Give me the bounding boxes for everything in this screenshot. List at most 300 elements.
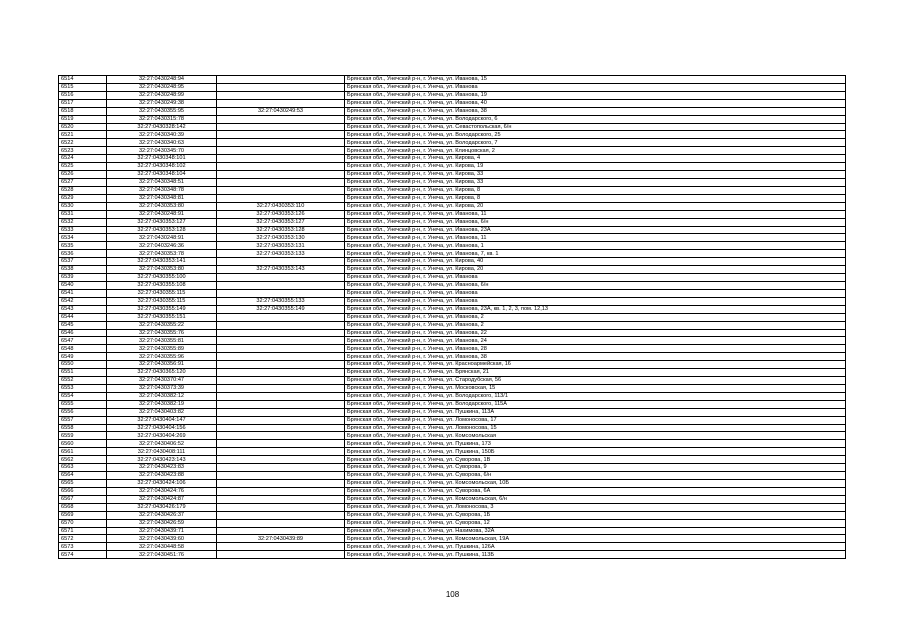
table-row xyxy=(59,456,846,464)
address-cell: Брянская обл., Унечский р-н, г. Унеча, ул. Пушкина, 113А xyxy=(345,408,846,416)
parent-cadastral-number-cell xyxy=(217,511,345,519)
table-row xyxy=(59,99,846,107)
row-number-cell: 6571 xyxy=(59,527,107,535)
address-cell: Брянская обл., Унечский р-н, г. Унеча, ул. Иванова, 1 xyxy=(345,242,846,250)
cadastral-number-cell: 32:27:0430424:76 xyxy=(107,487,217,495)
row-number-cell: 6574 xyxy=(59,551,107,559)
parent-cadastral-number-cell: 32:27:0430353:143 xyxy=(217,266,345,274)
table-row xyxy=(59,250,846,258)
row-number-cell: 6549 xyxy=(59,353,107,361)
address-cell: Брянская обл., Унечский р-н, г. Унеча, ул. Кирова, 20 xyxy=(345,266,846,274)
parent-cadastral-number-cell xyxy=(217,163,345,171)
parent-cadastral-number-cell xyxy=(217,432,345,440)
address-cell: Брянская обл., Унечский р-н, г. Унеча, ул. Иванова, 22 xyxy=(345,329,846,337)
table-row xyxy=(59,147,846,155)
parent-cadastral-number-cell: 32:27:0430353:127 xyxy=(217,218,345,226)
cadastral-number-cell: 32:27:0430451:76 xyxy=(107,551,217,559)
parent-cadastral-number-cell xyxy=(217,464,345,472)
address-cell: Брянская обл., Унечский р-н, г. Унеча, ул. Комсомольская, 10Б xyxy=(345,480,846,488)
address-cell: Брянская обл., Унечский р-н, г. Унеча, ул. Иванова xyxy=(345,83,846,91)
table-row xyxy=(59,329,846,337)
parent-cadastral-number-cell xyxy=(217,186,345,194)
row-number-cell: 6546 xyxy=(59,329,107,337)
cadastral-number-cell: 32:27:0430423:88 xyxy=(107,472,217,480)
table-row xyxy=(59,234,846,242)
parent-cadastral-number-cell xyxy=(217,147,345,155)
table-row xyxy=(59,495,846,503)
address-cell: Брянская обл., Унечский р-н, г. Унеча, ул. Володарского, 115А xyxy=(345,400,846,408)
table-row xyxy=(59,83,846,91)
address-cell: Брянская обл., Унечский р-н, г. Унеча, ул. Нахимова, 32А xyxy=(345,527,846,535)
parent-cadastral-number-cell: 32:27:0430353:126 xyxy=(217,210,345,218)
parent-cadastral-number-cell xyxy=(217,384,345,392)
row-number-cell: 6519 xyxy=(59,115,107,123)
parent-cadastral-number-cell xyxy=(217,178,345,186)
row-number-cell: 6532 xyxy=(59,218,107,226)
table-row xyxy=(59,472,846,480)
cadastral-number-cell: 32:27:0430370:47 xyxy=(107,377,217,385)
address-cell: Брянская обл., Унечский р-н, г. Унеча, ул. Севастопольская, 6/н xyxy=(345,123,846,131)
cadastral-number-cell: 32:27:0430348:101 xyxy=(107,155,217,163)
cadastral-number-cell: 32:27:0430404:147 xyxy=(107,416,217,424)
address-cell: Брянская обл., Унечский р-н, г. Унеча, ул. Иванова, 23А, кв. 1, 2, 3, пом. 12,13 xyxy=(345,305,846,313)
cadastral-number-cell: 32:27:0430424:87 xyxy=(107,495,217,503)
row-number-cell: 6544 xyxy=(59,313,107,321)
table-row xyxy=(59,297,846,305)
row-number-cell: 6550 xyxy=(59,361,107,369)
table-row xyxy=(59,178,846,186)
address-cell: Брянская обл., Унечский р-н, г. Унеча, ул. Иванова, 28 xyxy=(345,345,846,353)
address-cell: Брянская обл., Унечский р-н, г. Унеча, ул. Комсомольская, 6/н xyxy=(345,495,846,503)
cadastral-number-cell: 32:27:0430355:115 xyxy=(107,289,217,297)
address-cell: Брянская обл., Унечский р-н, г. Унеча, ул. Клинцовская, 2 xyxy=(345,147,846,155)
table-row xyxy=(59,131,846,139)
table-row xyxy=(59,369,846,377)
table-row xyxy=(59,408,846,416)
address-cell: Брянская обл., Унечский р-н, г. Унеча, ул. Суворова, 1Б xyxy=(345,511,846,519)
parent-cadastral-number-cell xyxy=(217,408,345,416)
address-cell: Брянская обл., Унечский р-н, г. Унеча, ул. Иванова, 6/н xyxy=(345,281,846,289)
cadastral-number-cell: 32:27:0430406:52 xyxy=(107,440,217,448)
parent-cadastral-number-cell: 32:27:0430355:133 xyxy=(217,297,345,305)
row-number-cell: 6523 xyxy=(59,147,107,155)
cadastral-number-cell: 32:27:0430348:51 xyxy=(107,178,217,186)
cadastral-number-cell: 32:27:0430408:111 xyxy=(107,448,217,456)
table-row xyxy=(59,242,846,250)
parent-cadastral-number-cell xyxy=(217,377,345,385)
parent-cadastral-number-cell xyxy=(217,527,345,535)
parent-cadastral-number-cell: 32:27:0430353:133 xyxy=(217,250,345,258)
table-row xyxy=(59,480,846,488)
parent-cadastral-number-cell: 32:27:0430439:89 xyxy=(217,535,345,543)
parent-cadastral-number-cell xyxy=(217,155,345,163)
address-cell: Брянская обл., Унечский р-н, г. Унеча, ул. Володарского, 6 xyxy=(345,115,846,123)
address-cell: Брянская обл., Унечский р-н, г. Унеча, ул. Кирова, 8 xyxy=(345,194,846,202)
address-cell: Брянская обл., Унечский р-н, г. Унеча, ул. Суворова, 1В xyxy=(345,456,846,464)
cadastral-number-cell: 32:27:0430355:76 xyxy=(107,329,217,337)
parent-cadastral-number-cell xyxy=(217,313,345,321)
parent-cadastral-number-cell xyxy=(217,456,345,464)
cadastral-number-cell: 32:27:0430355:22 xyxy=(107,321,217,329)
table-row xyxy=(59,384,846,392)
registry-table xyxy=(58,75,846,559)
parent-cadastral-number-cell xyxy=(217,487,345,495)
parent-cadastral-number-cell xyxy=(217,83,345,91)
cadastral-number-cell: 32:27:0430348:78 xyxy=(107,186,217,194)
table-row xyxy=(59,91,846,99)
address-cell: Брянская обл., Унечский р-н, г. Унеча, ул. Кирова, 20 xyxy=(345,202,846,210)
table-row xyxy=(59,289,846,297)
parent-cadastral-number-cell xyxy=(217,400,345,408)
table-row xyxy=(59,511,846,519)
table-row xyxy=(59,226,846,234)
parent-cadastral-number-cell xyxy=(217,353,345,361)
table-row xyxy=(59,305,846,313)
parent-cadastral-number-cell xyxy=(217,448,345,456)
cadastral-number-cell: 32:27:0430382:19 xyxy=(107,400,217,408)
row-number-cell: 6556 xyxy=(59,408,107,416)
parent-cadastral-number-cell: 32:27:0430353:131 xyxy=(217,242,345,250)
cadastral-number-cell: 32:27:0430328:142 xyxy=(107,123,217,131)
row-number-cell: 6536 xyxy=(59,250,107,258)
address-cell: Брянская обл., Унечский р-н, г. Унеча, ул. Ломоносова, 17 xyxy=(345,416,846,424)
address-cell: Брянская обл., Унечский р-н, г. Унеча, ул. Иванова xyxy=(345,289,846,297)
row-number-cell: 6530 xyxy=(59,202,107,210)
cadastral-number-cell: 32:27:0430315:78 xyxy=(107,115,217,123)
cadastral-number-cell: 32:27:0430353:78 xyxy=(107,250,217,258)
parent-cadastral-number-cell xyxy=(217,115,345,123)
address-cell: Брянская обл., Унечский р-н, г. Унеча, ул. Иванова, 38 xyxy=(345,353,846,361)
cadastral-number-cell: 32:27:0430404:156 xyxy=(107,424,217,432)
row-number-cell: 6563 xyxy=(59,464,107,472)
table-row xyxy=(59,345,846,353)
row-number-cell: 6565 xyxy=(59,480,107,488)
row-number-cell: 6526 xyxy=(59,171,107,179)
row-number-cell: 6515 xyxy=(59,83,107,91)
row-number-cell: 6555 xyxy=(59,400,107,408)
table-row xyxy=(59,440,846,448)
row-number-cell: 6529 xyxy=(59,194,107,202)
row-number-cell: 6573 xyxy=(59,543,107,551)
table-row xyxy=(59,258,846,266)
table-row xyxy=(59,321,846,329)
page-number: 108 xyxy=(445,590,460,599)
address-cell: Брянская обл., Унечский р-н, г. Унеча, ул. Иванова, 6/н xyxy=(345,218,846,226)
parent-cadastral-number-cell: 32:27:0430249:53 xyxy=(217,107,345,115)
parent-cadastral-number-cell xyxy=(217,289,345,297)
cadastral-number-cell: 32:27:0430348:81 xyxy=(107,194,217,202)
row-number-cell: 6534 xyxy=(59,234,107,242)
address-cell: Брянская обл., Унечский р-н, г. Унеча, ул. Кирова, 4 xyxy=(345,155,846,163)
address-cell: Брянская обл., Унечский р-н, г. Унеча, ул. Суворова, 9 xyxy=(345,464,846,472)
parent-cadastral-number-cell xyxy=(217,171,345,179)
parent-cadastral-number-cell xyxy=(217,495,345,503)
table-row xyxy=(59,186,846,194)
row-number-cell: 6566 xyxy=(59,487,107,495)
address-cell: Брянская обл., Унечский р-н, г. Унеча, ул. Пушкина, 126А xyxy=(345,543,846,551)
cadastral-number-cell: 32:27:0430355:89 xyxy=(107,345,217,353)
parent-cadastral-number-cell xyxy=(217,123,345,131)
table-row xyxy=(59,519,846,527)
address-cell: Брянская обл., Унечский р-н, г. Унеча, ул. Иванова, 38 xyxy=(345,107,846,115)
table-row xyxy=(59,163,846,171)
address-cell: Брянская обл., Унечский р-н, г. Унеча, ул. Комсомольская, 19А xyxy=(345,535,846,543)
table-row xyxy=(59,171,846,179)
parent-cadastral-number-cell xyxy=(217,345,345,353)
parent-cadastral-number-cell xyxy=(217,131,345,139)
parent-cadastral-number-cell xyxy=(217,503,345,511)
parent-cadastral-number-cell xyxy=(217,99,345,107)
row-number-cell: 6517 xyxy=(59,99,107,107)
table-row xyxy=(59,107,846,115)
table-row xyxy=(59,551,846,559)
cadastral-number-cell: 32:27:0430355:96 xyxy=(107,353,217,361)
row-number-cell: 6551 xyxy=(59,369,107,377)
row-number-cell: 6518 xyxy=(59,107,107,115)
row-number-cell: 6535 xyxy=(59,242,107,250)
address-cell: Брянская обл., Унечский р-н, г. Унеча, ул. Иванова xyxy=(345,274,846,282)
parent-cadastral-number-cell xyxy=(217,329,345,337)
cadastral-number-cell: 32:27:0430355:151 xyxy=(107,313,217,321)
address-cell: Брянская обл., Унечский р-н, г. Унеча, ул. Пушкина, 173 xyxy=(345,440,846,448)
parent-cadastral-number-cell: 32:27:0430355:149 xyxy=(217,305,345,313)
row-number-cell: 6514 xyxy=(59,76,107,84)
address-cell: Брянская обл., Унечский р-н, г. Унеча, ул. Володарского, 7 xyxy=(345,139,846,147)
row-number-cell: 6562 xyxy=(59,456,107,464)
parent-cadastral-number-cell xyxy=(217,274,345,282)
table-row xyxy=(59,424,846,432)
row-number-cell: 6541 xyxy=(59,289,107,297)
address-cell: Брянская обл., Унечский р-н, г. Унеча, ул. Иванова, 2 xyxy=(345,313,846,321)
row-number-cell: 6538 xyxy=(59,266,107,274)
parent-cadastral-number-cell xyxy=(217,551,345,559)
row-number-cell: 6527 xyxy=(59,178,107,186)
cadastral-number-cell: 32:27:0430403:82 xyxy=(107,408,217,416)
table-row xyxy=(59,503,846,511)
table-row xyxy=(59,139,846,147)
parent-cadastral-number-cell xyxy=(217,543,345,551)
row-number-cell: 6561 xyxy=(59,448,107,456)
address-cell: Брянская обл., Унечский р-н, г. Унеча, ул. Володарского, 25 xyxy=(345,131,846,139)
row-number-cell: 6516 xyxy=(59,91,107,99)
cadastral-number-cell: 32:27:0430382:12 xyxy=(107,392,217,400)
cadastral-number-cell: 32:27:0430355:100 xyxy=(107,274,217,282)
address-cell: Брянская обл., Унечский р-н, г. Унеча, ул. Иванова xyxy=(345,297,846,305)
cadastral-number-cell: 32:27:0430426:37 xyxy=(107,511,217,519)
parent-cadastral-number-cell: 32:27:0430353:128 xyxy=(217,226,345,234)
cadastral-number-cell: 32:27:0430345:70 xyxy=(107,147,217,155)
cadastral-number-cell: 32:27:0430248:91 xyxy=(107,210,217,218)
cadastral-number-cell: 32:27:0430249:38 xyxy=(107,99,217,107)
row-number-cell: 6531 xyxy=(59,210,107,218)
row-number-cell: 6539 xyxy=(59,274,107,282)
cadastral-number-cell: 32:27:0430248:95 xyxy=(107,83,217,91)
cadastral-number-cell: 32:27:0430423:83 xyxy=(107,464,217,472)
table-row xyxy=(59,392,846,400)
row-number-cell: 6545 xyxy=(59,321,107,329)
row-number-cell: 6567 xyxy=(59,495,107,503)
table-row xyxy=(59,527,846,535)
table-row xyxy=(59,337,846,345)
address-cell: Брянская обл., Унечский р-н, г. Унеча, ул. Пушкина, 113Б xyxy=(345,551,846,559)
address-cell: Брянская обл., Унечский р-н, г. Унеча, ул. Суворова, 6/н xyxy=(345,472,846,480)
row-number-cell: 6540 xyxy=(59,281,107,289)
row-number-cell: 6533 xyxy=(59,226,107,234)
parent-cadastral-number-cell xyxy=(217,472,345,480)
parent-cadastral-number-cell xyxy=(217,392,345,400)
cadastral-number-cell: 32:27:0430439:60 xyxy=(107,535,217,543)
cadastral-number-cell: 32:27:0430353:127 xyxy=(107,218,217,226)
address-cell: Брянская обл., Унечский р-н, г. Унеча, ул. Суворова, 6А xyxy=(345,487,846,495)
parent-cadastral-number-cell xyxy=(217,424,345,432)
table-row xyxy=(59,416,846,424)
row-number-cell: 6568 xyxy=(59,503,107,511)
row-number-cell: 6525 xyxy=(59,163,107,171)
address-cell: Брянская обл., Унечский р-н, г. Унеча, ул. Красноармейская, 16 xyxy=(345,361,846,369)
table-row xyxy=(59,123,846,131)
cadastral-number-cell: 32:27:0430353:80 xyxy=(107,202,217,210)
address-cell: Брянская обл., Унечский р-н, г. Унеча, ул. Комсомольская xyxy=(345,432,846,440)
address-cell: Брянская обл., Унечский р-н, г. Унеча, ул. Кирова, 40 xyxy=(345,258,846,266)
row-number-cell: 6559 xyxy=(59,432,107,440)
address-cell: Брянская обл., Унечский р-н, г. Унеча, ул. Кирова, 8 xyxy=(345,186,846,194)
table-row xyxy=(59,155,846,163)
cadastral-number-cell: 32:27:0430355:115 xyxy=(107,297,217,305)
cadastral-number-cell: 32:27:0430248:91 xyxy=(107,234,217,242)
address-cell: Брянская обл., Унечский р-н, г. Унеча, ул. Володарского, 113/1 xyxy=(345,392,846,400)
table-row xyxy=(59,313,846,321)
cadastral-number-cell: 32:27:0430248:94 xyxy=(107,76,217,84)
cadastral-number-cell: 32:27:0430426:59 xyxy=(107,519,217,527)
cadastral-number-cell: 32:27:0430348:102 xyxy=(107,163,217,171)
row-number-cell: 6521 xyxy=(59,131,107,139)
parent-cadastral-number-cell xyxy=(217,361,345,369)
address-cell: Брянская обл., Унечский р-н, г. Унеча, ул. Иванова, 2 xyxy=(345,321,846,329)
parent-cadastral-number-cell xyxy=(217,416,345,424)
address-cell: Брянская обл., Унечский р-н, г. Унеча, ул. Московская, 15 xyxy=(345,384,846,392)
row-number-cell: 6570 xyxy=(59,519,107,527)
address-cell: Брянская обл., Унечский р-н, г. Унеча, ул. Кирова, 33 xyxy=(345,178,846,186)
address-cell: Брянская обл., Унечский р-н, г. Унеча, ул. Иванова, 23А xyxy=(345,226,846,234)
row-number-cell: 6547 xyxy=(59,337,107,345)
address-cell: Брянская обл., Унечский р-н, г. Унеча, ул. Суворова, 12 xyxy=(345,519,846,527)
address-cell: Брянская обл., Унечский р-н, г. Унеча, ул. Кирова, 19 xyxy=(345,163,846,171)
cadastral-number-cell: 32:27:0430355:81 xyxy=(107,337,217,345)
row-number-cell: 6557 xyxy=(59,416,107,424)
address-cell: Брянская обл., Унечский р-н, г. Унеча, ул. Иванова, 7, кв. 1 xyxy=(345,250,846,258)
table-row xyxy=(59,487,846,495)
table-row xyxy=(59,281,846,289)
parent-cadastral-number-cell xyxy=(217,480,345,488)
table-row xyxy=(59,218,846,226)
cadastral-number-cell: 32:27:0430373:39 xyxy=(107,384,217,392)
parent-cadastral-number-cell: 32:27:0430353:110 xyxy=(217,202,345,210)
cadastral-number-cell: 32:27:0430426:179 xyxy=(107,503,217,511)
cadastral-number-cell: 32:27:0430355:108 xyxy=(107,281,217,289)
parent-cadastral-number-cell xyxy=(217,76,345,84)
row-number-cell: 6554 xyxy=(59,392,107,400)
table-row xyxy=(59,535,846,543)
cadastral-number-cell: 32:27:0430353:141 xyxy=(107,258,217,266)
address-cell: Брянская обл., Унечский р-н, г. Унеча, ул. Иванова, 24 xyxy=(345,337,846,345)
cadastral-number-cell: 32:27:0430439:71 xyxy=(107,527,217,535)
table-row xyxy=(59,464,846,472)
table-row xyxy=(59,266,846,274)
address-cell: Брянская обл., Унечский р-н, г. Унеча, ул. Кирова, 33 xyxy=(345,171,846,179)
registry-table-body xyxy=(59,76,846,559)
address-cell: Брянская обл., Унечский р-н, г. Унеча, ул. Ломоносова, 3 xyxy=(345,503,846,511)
row-number-cell: 6522 xyxy=(59,139,107,147)
row-number-cell: 6564 xyxy=(59,472,107,480)
cadastral-number-cell: 32:27:0430355:149 xyxy=(107,305,217,313)
row-number-cell: 6528 xyxy=(59,186,107,194)
row-number-cell: 6537 xyxy=(59,258,107,266)
table-row xyxy=(59,543,846,551)
row-number-cell: 6560 xyxy=(59,440,107,448)
row-number-cell: 6543 xyxy=(59,305,107,313)
cadastral-number-cell: 32:27:0430355:95 xyxy=(107,107,217,115)
address-cell: Брянская обл., Унечский р-н, г. Унеча, ул. Стародубская, 56 xyxy=(345,377,846,385)
cadastral-number-cell: 32:27:0430356:91 xyxy=(107,361,217,369)
row-number-cell: 6552 xyxy=(59,377,107,385)
address-cell: Брянская обл., Унечский р-н, г. Унеча, ул. Ломоносова, 15 xyxy=(345,424,846,432)
parent-cadastral-number-cell: 32:27:0430353:130 xyxy=(217,234,345,242)
table-row xyxy=(59,202,846,210)
address-cell: Брянская обл., Унечский р-н, г. Унеча, ул. Иванова, 40 xyxy=(345,99,846,107)
cadastral-number-cell: 32:27:0403246:36 xyxy=(107,242,217,250)
parent-cadastral-number-cell xyxy=(217,258,345,266)
address-cell: Брянская обл., Унечский р-н, г. Унеча, ул. Брянская, 21 xyxy=(345,369,846,377)
parent-cadastral-number-cell xyxy=(217,440,345,448)
table-row xyxy=(59,210,846,218)
table-row xyxy=(59,115,846,123)
row-number-cell: 6558 xyxy=(59,424,107,432)
cadastral-number-cell: 32:27:0430348:104 xyxy=(107,171,217,179)
address-cell: Брянская обл., Унечский р-н, г. Унеча, ул. Иванова, 11 xyxy=(345,210,846,218)
cadastral-number-cell: 32:27:0430248:99 xyxy=(107,91,217,99)
row-number-cell: 6572 xyxy=(59,535,107,543)
table-row xyxy=(59,432,846,440)
table-row xyxy=(59,353,846,361)
parent-cadastral-number-cell xyxy=(217,519,345,527)
row-number-cell: 6542 xyxy=(59,297,107,305)
parent-cadastral-number-cell xyxy=(217,281,345,289)
row-number-cell: 6569 xyxy=(59,511,107,519)
cadastral-number-cell: 32:27:0430340:63 xyxy=(107,139,217,147)
row-number-cell: 6548 xyxy=(59,345,107,353)
cadastral-number-cell: 32:27:0430424:106 xyxy=(107,480,217,488)
table-row xyxy=(59,274,846,282)
table-row xyxy=(59,448,846,456)
address-cell: Брянская обл., Унечский р-н, г. Унеча, ул. Иванова, 15 xyxy=(345,76,846,84)
table-row xyxy=(59,377,846,385)
address-cell: Брянская обл., Унечский р-н, г. Унеча, ул. Пушкина, 150Б xyxy=(345,448,846,456)
cadastral-number-cell: 32:27:0430423:143 xyxy=(107,456,217,464)
table-row xyxy=(59,361,846,369)
parent-cadastral-number-cell xyxy=(217,321,345,329)
row-number-cell: 6520 xyxy=(59,123,107,131)
parent-cadastral-number-cell xyxy=(217,139,345,147)
address-cell: Брянская обл., Унечский р-н, г. Унеча, ул. Иванова, 11 xyxy=(345,234,846,242)
row-number-cell: 6553 xyxy=(59,384,107,392)
cadastral-number-cell: 32:27:0430448:58 xyxy=(107,543,217,551)
table-row xyxy=(59,194,846,202)
cadastral-number-cell: 32:27:0430353:80 xyxy=(107,266,217,274)
parent-cadastral-number-cell xyxy=(217,91,345,99)
cadastral-number-cell: 32:27:0430353:128 xyxy=(107,226,217,234)
cadastral-number-cell: 32:27:0430365:120 xyxy=(107,369,217,377)
address-cell: Брянская обл., Унечский р-н, г. Унеча, ул. Иванова, 19 xyxy=(345,91,846,99)
